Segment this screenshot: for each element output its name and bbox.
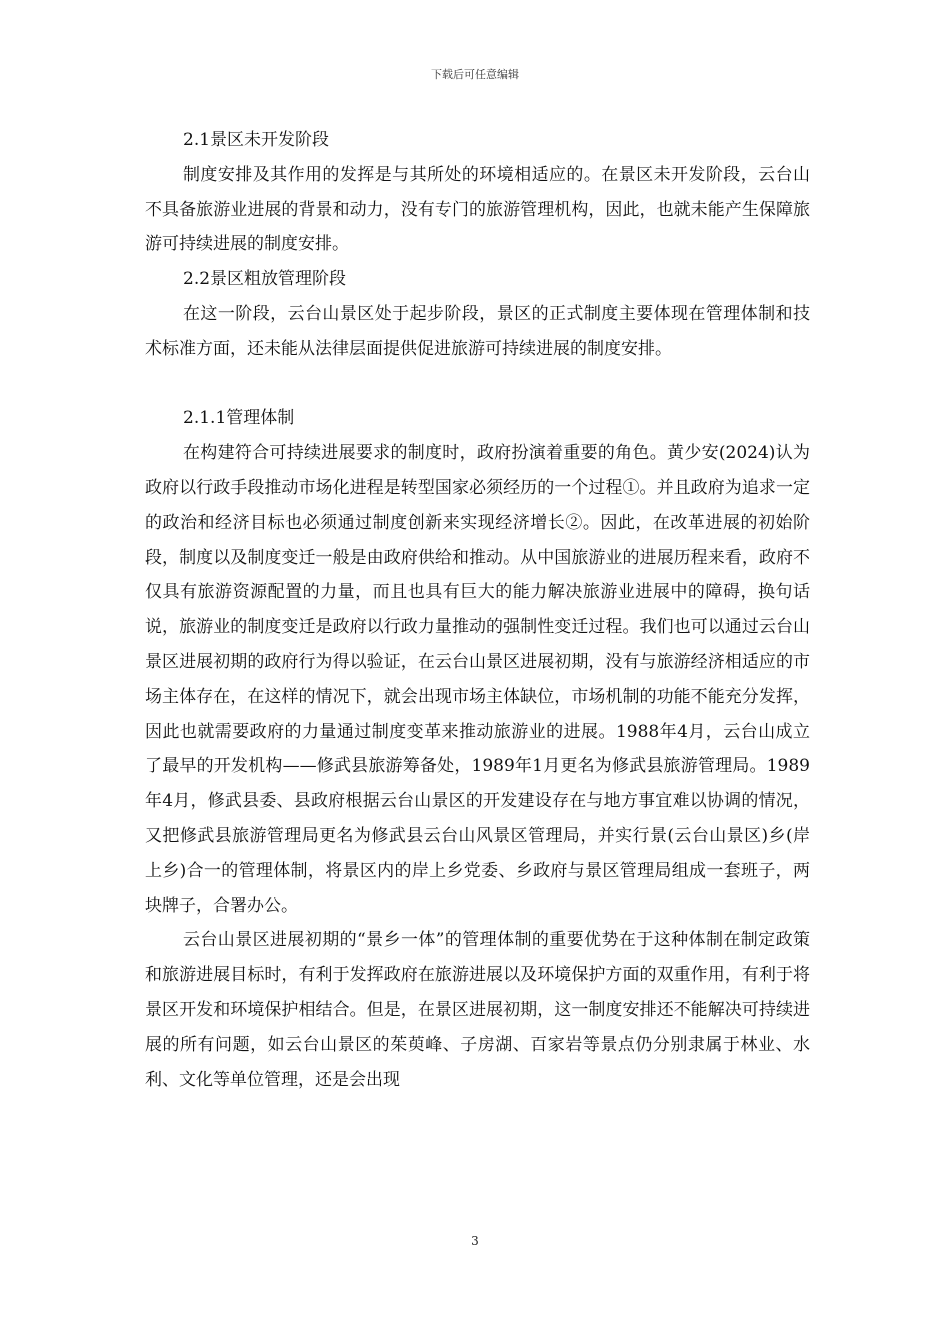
- blank-line: [145, 367, 810, 402]
- page-header: 下载后可任意编辑: [431, 68, 519, 81]
- section-heading-2-1-1: 2.1.1管理体制: [183, 408, 295, 429]
- paragraph-2-1: 制度安排及其作用的发挥是与其所处的环境相适应的。在景区未开发阶段，云台山不具备旅游业进展的背景和动力，没有专门的旅游管理机构，因此，也就未能产生保障旅游可持续进展的制度安排。: [145, 164, 810, 255]
- document-body: [145, 123, 810, 1097]
- page-number: 3: [471, 1234, 479, 1248]
- paragraph-2-2: 在这一阶段，云台山景区处于起步阶段，景区的正式制度主要体现在管理体制和技术标准方面，还未能从法律层面提供促进旅游可持续进展的制度安排。: [145, 303, 810, 359]
- paragraph-2-1-1-b: 云台山景区进展初期的“景乡一体”的管理体制的重要优势在于这种体制在制定政策和旅游进展目标时，有利于发挥政府在旅游进展以及环境保护方面的双重作用，有利于将景区开发和环境保护相结合。但是，在景区进展初期，这一制度安排还不能解决可持续进展的所有问题，如云台山景区的茱萸峰、子房湖、百家岩等景点仍分别隶属于林业、水利、文化等单位管理，还是会出现: [145, 930, 810, 1090]
- section-heading-2-2: 2.2景区粗放管理阶段: [183, 269, 347, 290]
- section-heading-2-1: 2.1景区未开发阶段: [183, 130, 330, 150]
- paragraph-2-1-1-a: 在构建符合可持续进展要求的制度时，政府扮演着重要的角色。黄少安(2024)认为政府以行政手段推动市场化进程是转型国家必须经历的一个过程①。并且政府为追求一定的政治和经济目标也必须通过制度创新来实现经济增长②。因此，在改革进展的初始阶段，制度以及制度变迁一般是由政府供给和推动。从中国旅游业的进展历程来看，政府不仅具有旅游资源配置的力量，而且也具有巨大的能力解决旅游业进展中的障碍，换句话说，旅游业的制度变迁是政府以行政力量推动的强制性变迁过程。我们也可以通过云台山景区进展初期的政府行为得以验证，在云台山景区进展初期，没有与旅游经济相适应的市场主体存在，在这样的情况下，就会出现市场主体缺位，市场机制的功能不能充分发挥，因此也就需要政府的力量通过制度变革来推动旅游业的进展。1988年4月，云台山成立了最早的开发机构——修武县旅游筹备处，1989年1月更名为修武县旅游管理局。1989年4月，修武县委、县政府根据云台山景区的开发建设存在与地方事宜难以协调的情况，又把修武县旅游管理局更名为修武县云台山风景区管理局，并实行景(云台山景区)乡(岸上乡)合一的管理体制，将景区内的岸上乡党委、乡政府与景区管理局组成一套班子，两块牌子，合署办公。: [145, 443, 810, 916]
